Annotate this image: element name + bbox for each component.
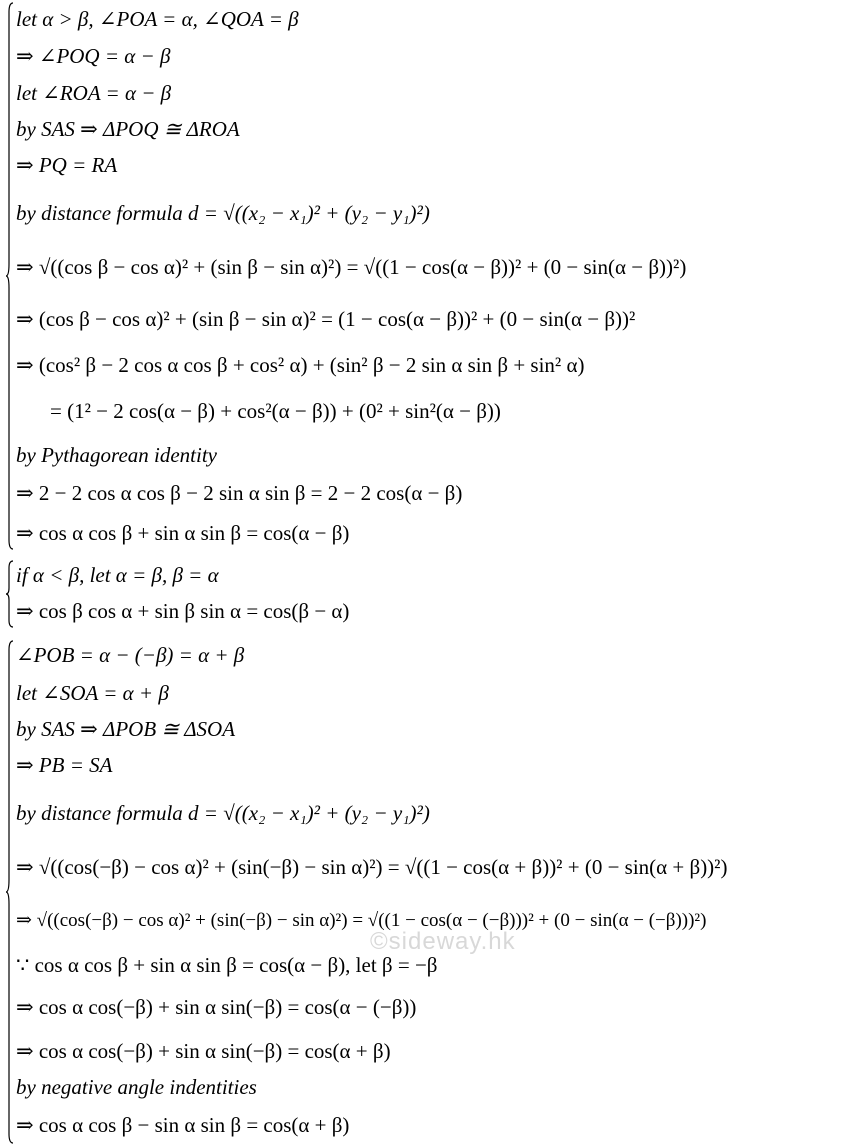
proof-line: ⇒ PB = SA xyxy=(16,753,113,777)
proof-line: by SAS ⇒ ΔPOB ≅ ΔSOA xyxy=(16,717,236,741)
left-brace xyxy=(6,640,14,1144)
proof-line: ⇒ cos α cos β + sin α sin β = cos(α − β) xyxy=(16,521,350,545)
proof-line: by distance formula d = √((x₂ − x₁)² + (y₂ − y₁)²) xyxy=(16,201,430,225)
proof-line: ∵ cos α cos β + sin α sin β = cos(α − β), let β = −β xyxy=(16,953,438,977)
proof-line: ⇒ (cos β − cos α)² + (sin β − sin α)² = (1 − cos(α − β))² + (0 − sin(α − β))² xyxy=(16,307,636,331)
proof-line: by Pythagorean identity xyxy=(16,443,217,467)
proof-block-difference xyxy=(6,2,861,550)
proof-line: ⇒ √((cos(−β) − cos α)² + (sin(−β) − sin α)²) = √((1 − cos(α + β))² + (0 − sin(α + β))²) xyxy=(16,855,728,879)
proof-line: ⇒ cos α cos β − sin α sin β = cos(α + β) xyxy=(16,1113,350,1137)
watermark: ©sideway.hk xyxy=(370,928,516,955)
proof-line: ⇒ cos α cos(−β) + sin α sin(−β) = cos(α + β) xyxy=(16,1039,391,1063)
proof-line: ⇒ √((cos β − cos α)² + (sin β − sin α)²) = √((1 − cos(α − β))² + (0 − sin(α − β))²) xyxy=(16,255,687,279)
proof-block-swap xyxy=(6,560,861,628)
left-brace xyxy=(6,560,14,628)
proof-line: let α > β, ∠POA = α, ∠QOA = β xyxy=(16,7,299,31)
proof-line: let ∠SOA = α + β xyxy=(16,681,169,705)
proof-line: ⇒ cos β cos α + sin β sin α = cos(β − α) xyxy=(16,599,350,623)
proof-line: if α < β, let α = β, β = α xyxy=(16,563,219,587)
proof-line: let ∠ROA = α − β xyxy=(16,81,172,105)
proof-line: ⇒ (cos² β − 2 cos α cos β + cos² α) + (sin² β − 2 sin α sin β + sin² α) xyxy=(16,353,585,377)
proof-line: ⇒ ∠POQ = α − β xyxy=(16,44,171,68)
proof-line: = (1² − 2 cos(α − β) + cos²(α − β)) + (0² + sin²(α − β)) xyxy=(50,399,501,423)
proof-line: ⇒ 2 − 2 cos α cos β − 2 sin α sin β = 2 − 2 cos(α − β) xyxy=(16,481,463,505)
proof-line: ⇒ √((cos(−β) − cos α)² + (sin(−β) − sin α)²) = √((1 − cos(α − (−β)))² + (0 − sin(α − (−β)))²) xyxy=(16,910,707,931)
left-brace xyxy=(6,2,14,550)
proof-line: ⇒ PQ = RA xyxy=(16,153,118,177)
proof-line: by distance formula d = √((x₂ − x₁)² + (y₂ − y₁)²) xyxy=(16,801,430,825)
proof-line: ∠POB = α − (−β) = α + β xyxy=(16,643,245,667)
proof-block-sum xyxy=(6,640,861,1144)
proof-line: by SAS ⇒ ΔPOQ ≅ ΔROA xyxy=(16,117,240,141)
proof-line: by negative angle indentities xyxy=(16,1075,257,1099)
proof-line: ⇒ cos α cos(−β) + sin α sin(−β) = cos(α − (−β)) xyxy=(16,995,417,1019)
